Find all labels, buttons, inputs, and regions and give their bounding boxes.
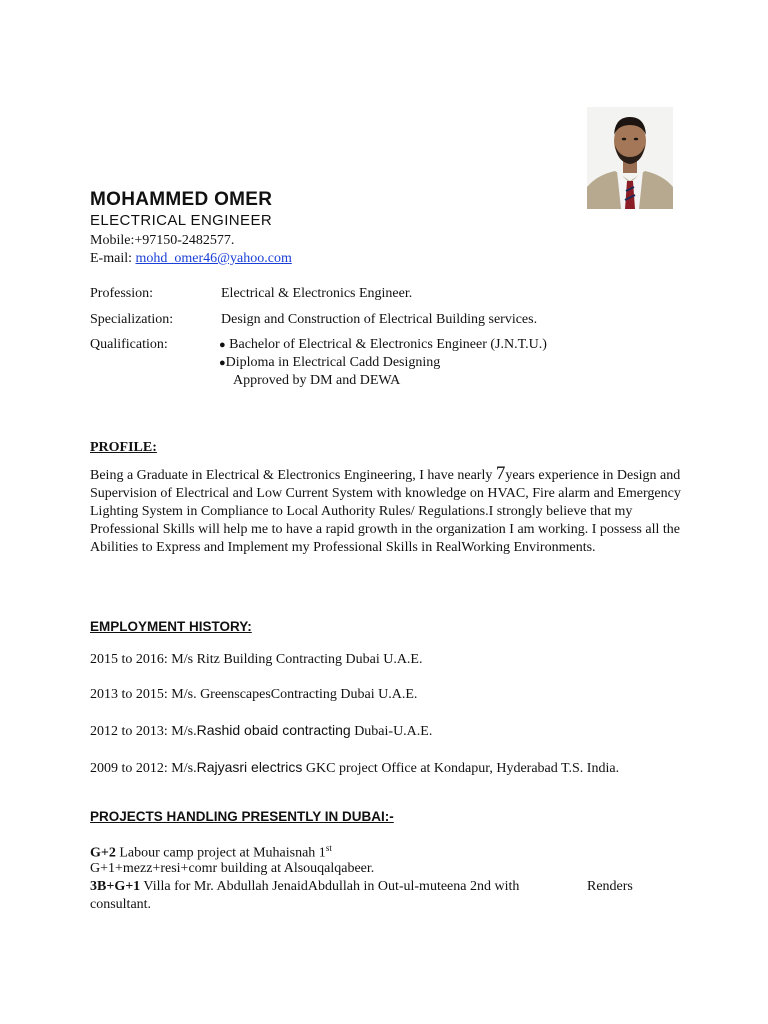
candidate-name: MOHAMMED OMER: [90, 189, 273, 210]
employment-company-4: Rajyasri electrics: [196, 759, 303, 775]
project-code-1: G+2: [90, 845, 116, 861]
email-label: E-mail:: [90, 251, 136, 266]
project-item-3-right: Renders: [587, 879, 633, 894]
profile-heading: PROFILE:: [90, 440, 157, 455]
qualification-label: Qualification:: [90, 337, 168, 352]
specialization-label: Specialization:: [90, 312, 174, 327]
qualification-item-3: Approved by DM and DEWA: [233, 373, 401, 388]
employment-period-3: 2012 to 2013: M/s.: [90, 724, 197, 739]
profile-photo: [587, 107, 673, 209]
project-code-3: 3B+G+1: [90, 879, 141, 894]
project-item-1: [90, 843, 332, 862]
project-text-1: Labour camp project at Muhaisnah 1: [115, 845, 326, 861]
employment-period-4: 2009 to 2012: M/s.: [90, 761, 197, 776]
project-item-2: G+1+mezz+resi+comr building at Alsouqalqabeer.: [90, 861, 375, 876]
project-text-3: Villa for Mr. Abdullah JenaidAbdullah in Out-ul-muteena 2nd with: [140, 879, 520, 894]
profile-paragraph: [90, 465, 700, 557]
profile-text-b: years experience in Design and Supervision of Electrical and Low Current System with knowledge on HVAC, Fire alarm and Emergency Lighting System in Compliance to Local Authority Rules/ Regulations.I strongly believe that my Professional Skills will help me to have a rapid growth in the organization I am working. I possess all the Abilities to Express and Implement my Professional Skills in RealWorking Environments.: [90, 468, 681, 555]
qualification-text-1: Bachelor of Electrical & Electronics Engineer (J.N.T.U.): [229, 337, 547, 352]
employment-heading: EMPLOYMENT HISTORY:: [90, 619, 252, 634]
profile-years: 7: [495, 463, 506, 484]
profession-label: Profession:: [90, 286, 153, 301]
profession-value: Electrical & Electronics Engineer.: [221, 286, 413, 301]
employment-item-1: 2015 to 2016: M/s Ritz Building Contracting Dubai U.A.E.: [90, 652, 423, 667]
employment-place-3: Dubai-U.A.E.: [350, 724, 433, 739]
bullet-icon: ●: [219, 339, 226, 351]
employment-item-3: [90, 722, 432, 740]
projects-heading: PROJECTS HANDLING PRESENTLY IN DUBAI:-: [90, 809, 394, 824]
project-item-3: [90, 879, 519, 895]
qualification-item-2: [219, 355, 440, 371]
profile-text-a: Being a Graduate in Electrical & Electronics Engineering, I have nearly: [90, 468, 496, 483]
employment-item-4: [90, 759, 619, 777]
employment-item-2: 2013 to 2015: M/s. GreenscapesContracting Dubai U.A.E.: [90, 687, 418, 702]
employment-place-4: GKC project Office at Kondapur, Hyderabad T.S. India.: [302, 761, 620, 776]
project-item-4: consultant.: [90, 897, 152, 912]
project-sup-1: st: [325, 843, 332, 853]
specialization-value: Design and Construction of Electrical Building services.: [221, 312, 538, 327]
bullet-icon: ●: [219, 357, 226, 369]
email-link[interactable]: mohd_omer46@yahoo.com: [135, 251, 292, 266]
employment-company-3: Rashid obaid contracting: [196, 722, 351, 738]
qualification-item-1: [219, 337, 547, 353]
email-line: [90, 251, 292, 267]
qualification-text-2: Diploma in Electrical Cadd Designing: [225, 355, 441, 370]
job-title: ELECTRICAL ENGINEER: [90, 212, 273, 229]
mobile-number: Mobile:+97150-2482577.: [90, 233, 235, 248]
